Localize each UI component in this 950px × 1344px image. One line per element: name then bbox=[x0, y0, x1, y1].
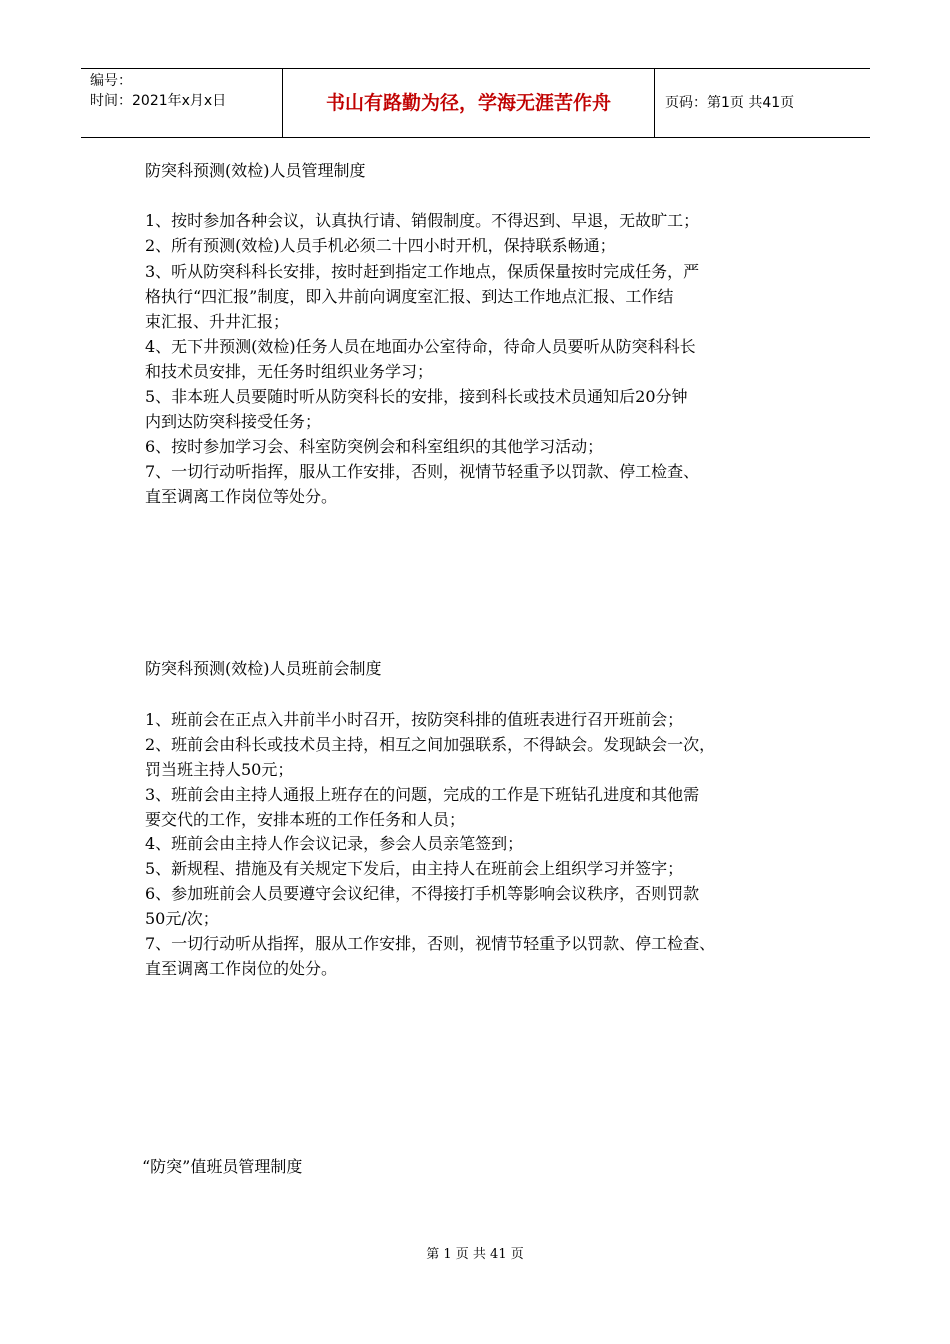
list-item bbox=[145, 233, 825, 258]
item-line: 直至调离工作岗位等处分。 bbox=[145, 487, 338, 506]
item-line: 6、按时参加学习会、科室防突例会和科室组织的其他学习活动； bbox=[145, 437, 604, 456]
list-item bbox=[145, 856, 825, 881]
motto: 书山有路勤为径，学海无涯苦作舟 bbox=[325, 92, 611, 114]
header-motto-cell bbox=[283, 69, 655, 137]
item-line: 7、一切行动听从指挥，服从工作安排，否则，视情节轻重予以罚款、停工检查、 bbox=[145, 934, 716, 953]
section-title: “防突”值班员管理制度 bbox=[142, 1157, 303, 1176]
item-line: 5、非本班人员要随时听从防突科长的安排，接到科长或技术员通知后20分钟 bbox=[145, 387, 688, 406]
item-line: 4、班前会由主持人作会议记录，参会人员亲笔签到； bbox=[145, 834, 524, 853]
list-item bbox=[145, 334, 825, 384]
item-line: 2、所有预测(效检)人员手机必须二十四小时开机，保持联系畅通； bbox=[145, 236, 616, 255]
page-info: 页码：第1页 共41页 bbox=[665, 95, 795, 111]
list-item bbox=[145, 881, 825, 931]
date-line: 时间：2021年x月x日 bbox=[90, 93, 227, 109]
item-line: 直至调离工作岗位的处分。 bbox=[145, 959, 338, 978]
section-title: 防突科预测(效检)人员班前会制度 bbox=[145, 659, 382, 678]
list-item bbox=[145, 831, 825, 856]
list-item bbox=[145, 259, 825, 334]
item-line: 5、新规程、措施及有关规定下发后，由主持人在班前会上组织学习并签字； bbox=[145, 859, 684, 878]
header-page-cell bbox=[655, 69, 870, 137]
item-line: 3、班前会由主持人通报上班存在的问题，完成的工作是下班钻孔进度和其他需 bbox=[145, 785, 700, 804]
list-item bbox=[145, 707, 825, 732]
item-line: 要交代的工作，安排本班的工作任务和人员； bbox=[145, 810, 466, 829]
item-line: 6、参加班前会人员要遵守会议纪律，不得接打手机等影响会议秩序，否则罚款 bbox=[145, 884, 700, 903]
item-line: 2、班前会由科长或技术员主持，相互之间加强联系，不得缺会。发现缺会一次， bbox=[145, 735, 716, 754]
list-item bbox=[145, 384, 825, 434]
item-line: 1、按时参加各种会议，认真执行请、销假制度。不得迟到、早退，无故旷工； bbox=[145, 211, 700, 230]
list-item bbox=[145, 208, 825, 233]
item-line: 束汇报、升井汇报； bbox=[145, 312, 290, 331]
list-item bbox=[145, 732, 825, 782]
page-footer: 第 1 页 共 41 页 bbox=[426, 1247, 524, 1262]
item-line: 3、听从防突科科长安排，按时赶到指定工作地点，保质保量按时完成任务，严 bbox=[145, 262, 700, 281]
list-item bbox=[145, 782, 825, 832]
list-item bbox=[145, 459, 825, 509]
item-line: 7、一切行动听指挥，服从工作安排，否则，视情节轻重予以罚款、停工检查、 bbox=[145, 462, 700, 481]
section-title: 防突科预测(效检)人员管理制度 bbox=[145, 161, 366, 180]
list-item bbox=[145, 931, 825, 981]
document-header bbox=[81, 68, 870, 138]
item-line: 罚当班主持人50元； bbox=[145, 760, 294, 779]
number-label: 编号： bbox=[90, 73, 132, 89]
item-line: 格执行“四汇报”制度，即入井前向调度室汇报、到达工作地点汇报、工作结 bbox=[145, 287, 674, 306]
list-item bbox=[145, 434, 825, 459]
item-line: 50元/次； bbox=[145, 909, 219, 928]
item-line: 4、无下井预测(效检)任务人员在地面办公室待命，待命人员要听从防突科科长 bbox=[145, 337, 696, 356]
item-line: 1、班前会在正点入井前半小时召开，按防突科排的值班表进行召开班前会； bbox=[145, 710, 684, 729]
item-line: 内到达防突科接受任务； bbox=[145, 412, 322, 431]
header-meta-cell bbox=[81, 69, 283, 137]
item-line: 和技术员安排，无任务时组织业务学习； bbox=[145, 362, 434, 381]
